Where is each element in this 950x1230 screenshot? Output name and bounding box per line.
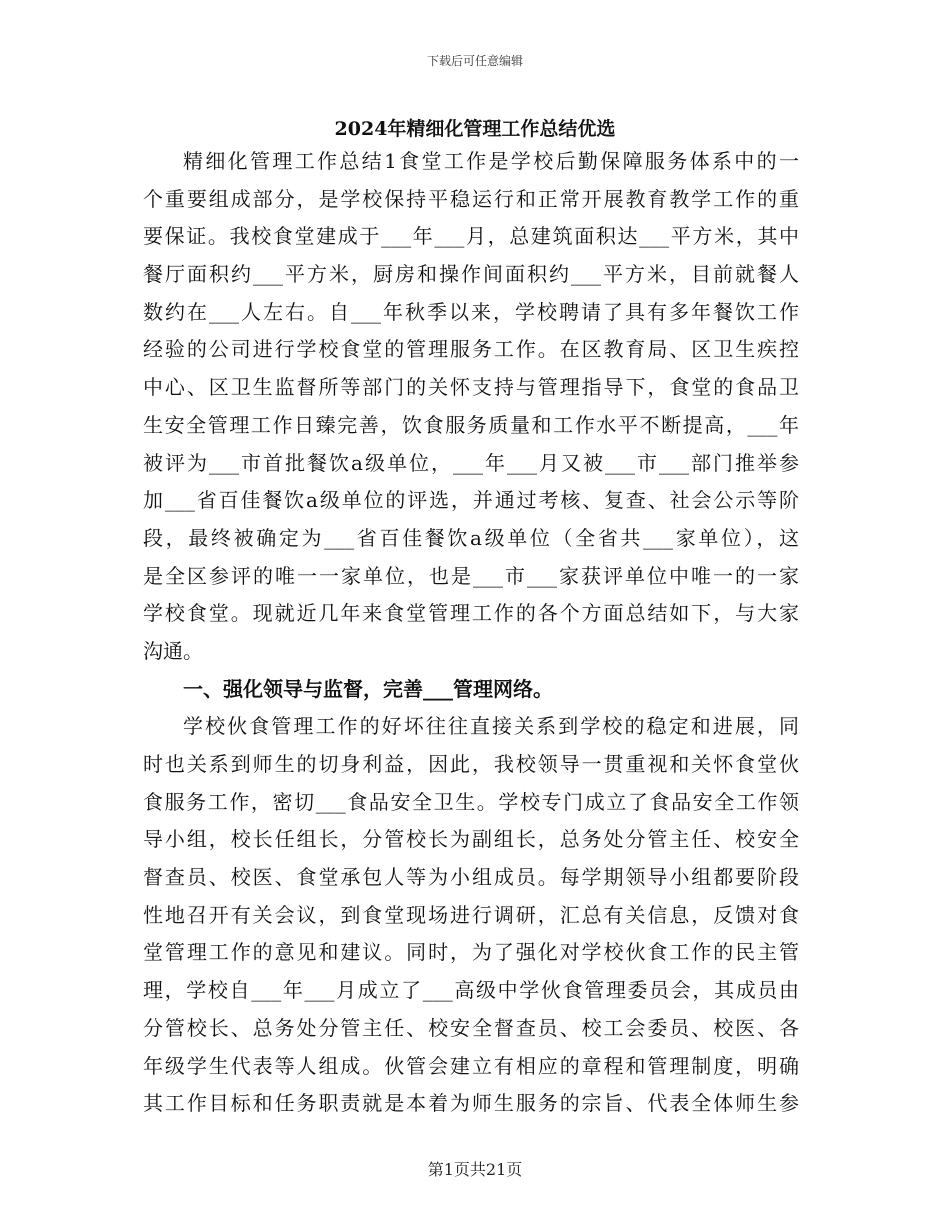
paragraph-line: 年级学生代表等人组成。伙管会建立有相应的章程和管理制度，明确 — [143, 1053, 799, 1078]
paragraph-line: 被评为___市首批餐饮a级单位，___年___月又被___市___部门推举参 — [143, 450, 799, 475]
document-body — [143, 143, 799, 1123]
paragraph-line: 加___省百佳餐饮a级单位的评选，并通过考核、复查、社会公示等阶 — [143, 488, 799, 513]
paragraph-line: 沟通。 — [143, 638, 203, 663]
paragraph-line: 食服务工作，密切___食品安全卫生。学校专门成立了食品安全工作领 — [143, 789, 799, 814]
paragraph-line: 段，最终被确定为___省百佳餐饮a级单位（全省共___家单位），这 — [143, 525, 799, 550]
paragraph-line: 理，学校自___年___月成立了___高级中学伙食管理委员会，其成员由 — [143, 978, 799, 1003]
paragraph-line: 个重要组成部分，是学校保持平稳运行和正常开展教育教学工作的重 — [143, 186, 799, 211]
paragraph-line: 堂管理工作的意见和建议。同时，为了强化对学校伙食工作的民主管 — [143, 940, 799, 965]
paragraph-line: 生安全管理工作日臻完善，饮食服务质量和工作水平不断提高，___年 — [143, 412, 799, 437]
paragraph-line: 是全区参评的唯一一家单位，也是___市___家获评单位中唯一的一家 — [143, 563, 799, 588]
paragraph-line: 经验的公司进行学校食堂的管理服务工作。在区教育局、区卫生疾控 — [143, 337, 799, 362]
paragraph-line: 精细化管理工作总结1食堂工作是学校后勤保障服务体系中的一 — [183, 149, 799, 173]
header-note: 下载后可任意编辑 — [426, 54, 523, 68]
paragraph-line: 督查员、校医、食堂承包人等为小组成员。每学期领导小组都要阶段 — [143, 865, 799, 890]
paragraph-line: 分管校长、总务处分管主任、校安全督查员、校工会委员、校医、各 — [143, 1015, 799, 1040]
paragraph-line: 性地召开有关会议，到食堂现场进行调研，汇总有关信息，反馈对食 — [143, 902, 799, 927]
paragraph-line: 中心、区卫生监督所等部门的关怀支持与管理指导下，食堂的食品卫 — [143, 375, 799, 400]
document-title: 2024年精细化管理工作总结优选 — [334, 118, 616, 140]
paragraph-line: 其工作目标和任务职责就是本着为师生服务的宗旨、代表全体师生参 — [143, 1091, 799, 1116]
paragraph-line: 要保证。我校食堂建成于___年___月，总建筑面积达___平方米，其中 — [143, 224, 799, 249]
section-heading: 一、强化领导与监督，完善___管理网络。 — [183, 676, 553, 701]
paragraph-line: 学校伙食管理工作的好坏往往直接关系到学校的稳定和进展，同 — [183, 714, 799, 739]
paragraph-line: 时也关系到师生的切身利益，因此，我校领导一贯重视和关怀食堂伙 — [143, 752, 799, 776]
paragraph-line: 导小组，校长任组长，分管校长为副组长，总务处分管主任、校安全 — [143, 827, 799, 852]
paragraph-line: 数约在___人左右。自___年秋季以来，学校聘请了具有多年餐饮工作 — [143, 299, 799, 324]
paragraph-line: 学校食堂。现就近几年来食堂管理工作的各个方面总结如下，与大家 — [143, 601, 799, 626]
paragraph-line: 餐厅面积约___平方米，厨房和操作间面积约___平方米，目前就餐人 — [143, 262, 799, 287]
page-number-footer: 第1页共21页 — [427, 1160, 523, 1179]
